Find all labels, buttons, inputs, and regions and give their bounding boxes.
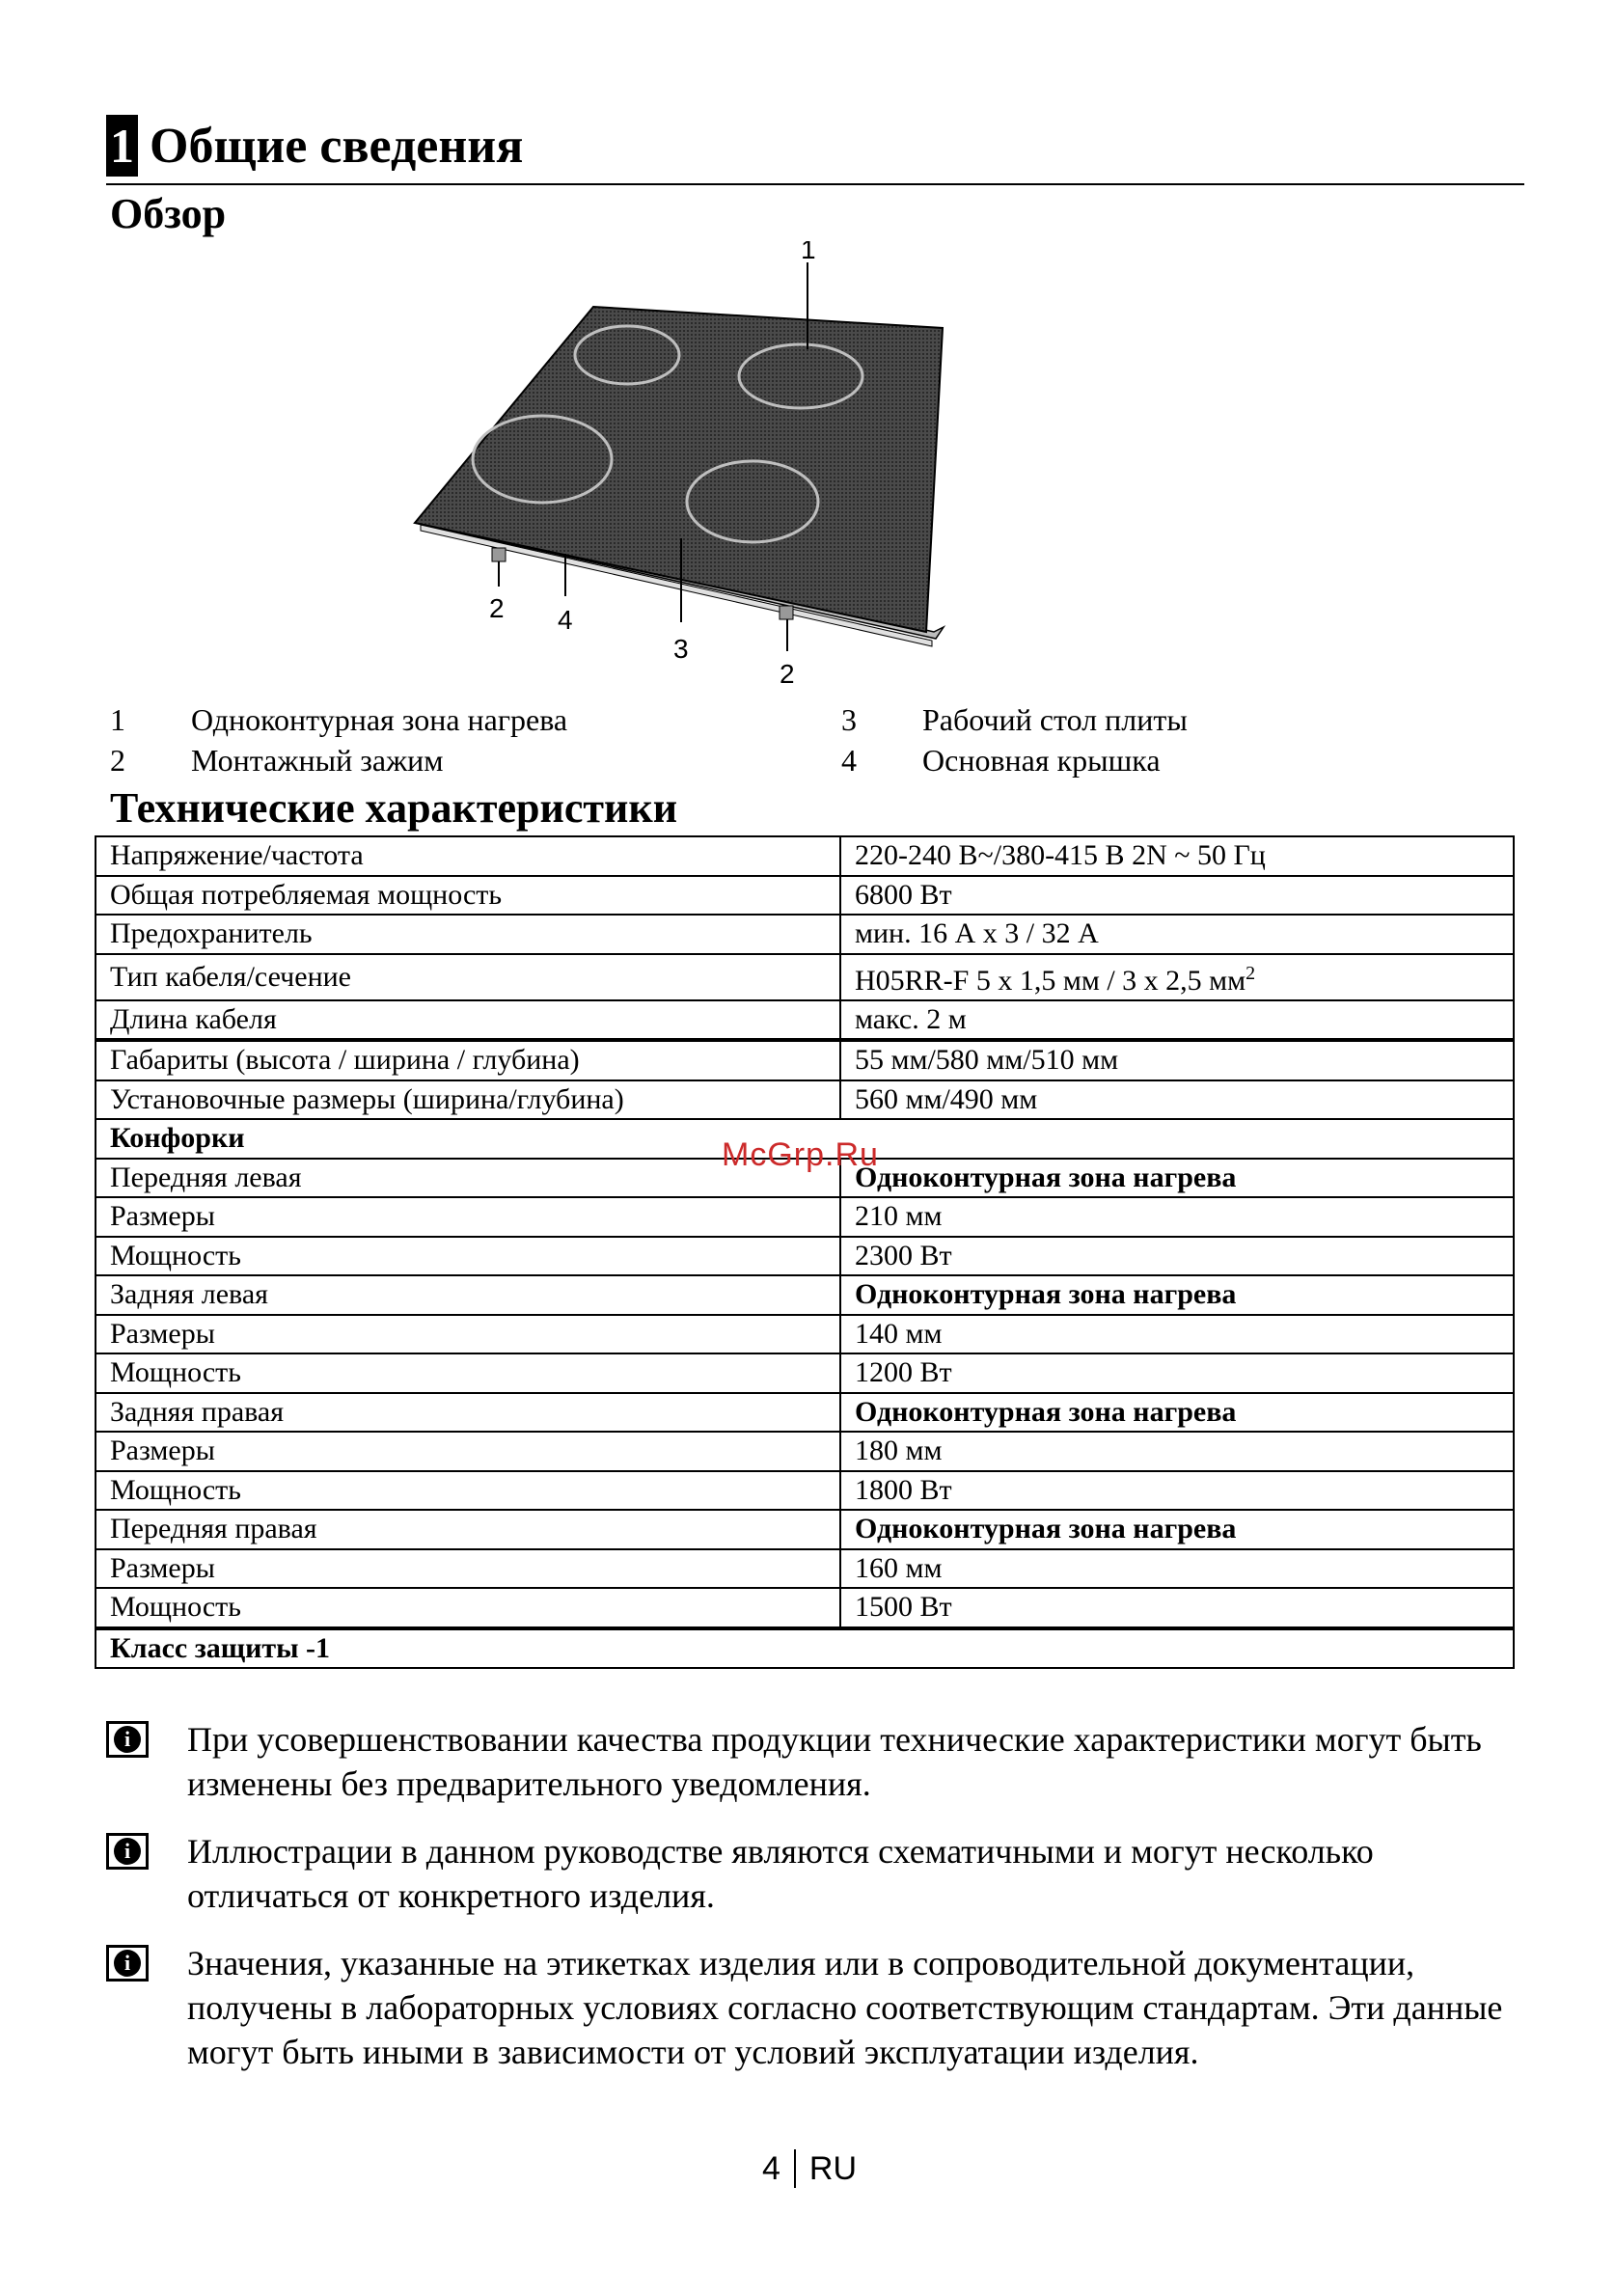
table-row xyxy=(96,1510,1514,1549)
spec-label: Задняя левая xyxy=(96,1275,840,1315)
spec-label: Длина кабеля xyxy=(96,1000,840,1041)
chapter-header xyxy=(106,114,523,178)
table-row xyxy=(96,876,1514,916)
table-row xyxy=(96,915,1514,954)
spec-label: Задняя правая xyxy=(96,1393,840,1433)
table-row xyxy=(96,1080,1514,1120)
cable-value-superscript: 2 xyxy=(1245,962,1256,984)
watermark: McGrp.Ru xyxy=(722,1136,879,1173)
spec-label: Общая потребляемая мощность xyxy=(96,876,840,916)
info-note xyxy=(106,1941,1515,2074)
spec-label: Мощность xyxy=(96,1353,840,1393)
legend-text: Рабочий стол плиты xyxy=(922,702,1188,737)
chapter-number: 1 xyxy=(106,115,138,177)
legend-number: 4 xyxy=(841,743,857,778)
table-row xyxy=(96,1588,1514,1628)
table-row xyxy=(96,1549,1514,1589)
page-footer xyxy=(762,2149,857,2188)
overview-heading: Обзор xyxy=(110,190,227,237)
table-row xyxy=(96,1000,1514,1041)
info-icon: i xyxy=(106,1721,149,1758)
page-number: 4 xyxy=(762,2149,780,2187)
spec-value: 2300 Вт xyxy=(840,1237,1514,1276)
info-note xyxy=(106,1717,1515,1806)
info-icon: i xyxy=(106,1833,149,1870)
note-text: При усовершенствовании качества продукции технические характеристики могут быть изменены без предварительного уведомления. xyxy=(187,1720,1482,1803)
spec-label: Размеры xyxy=(96,1549,840,1589)
footer-separator xyxy=(794,2149,796,2188)
specs-heading: Технические характеристики xyxy=(110,784,678,832)
spec-label: Передняя правая xyxy=(96,1510,840,1549)
info-icon: i xyxy=(106,1945,149,1982)
legend-text: Одноконтурная зона нагрева xyxy=(191,702,568,737)
spec-label: Размеры xyxy=(96,1315,840,1354)
cable-value-text: H05RR-F 5 x 1,5 мм / 3 x 2,5 мм xyxy=(855,964,1246,997)
header-rule xyxy=(106,183,1524,185)
spec-value: макс. 2 м xyxy=(840,1000,1514,1041)
chapter-title: Общие сведения xyxy=(150,118,524,174)
table-row xyxy=(96,836,1514,876)
info-note xyxy=(106,1829,1515,1918)
spec-value: 6800 Вт xyxy=(840,876,1514,916)
spec-label: Габариты (высота / ширина / глубина) xyxy=(96,1040,840,1080)
table-row xyxy=(96,1197,1514,1237)
spec-label: Предохранитель xyxy=(96,915,840,954)
legend-item xyxy=(110,702,567,738)
legend-item xyxy=(841,743,1161,779)
spec-value: Одноконтурная зона нагрева xyxy=(840,1510,1514,1549)
table-row xyxy=(96,1040,1514,1080)
cooktop-illustration xyxy=(386,241,965,695)
callout-1: 1 xyxy=(801,241,816,264)
note-text: Иллюстрации в данном руководстве являются схематичными и могут несколько отличаться от конкретного изделия. xyxy=(187,1832,1374,1915)
legend-number: 2 xyxy=(110,743,125,778)
table-row xyxy=(96,1237,1514,1276)
spec-label: Мощность xyxy=(96,1588,840,1628)
legend-text: Основная крышка xyxy=(922,743,1161,778)
spec-value: мин. 16 А х 3 / 32 А xyxy=(840,915,1514,954)
table-row xyxy=(96,1393,1514,1433)
spec-value: 180 мм xyxy=(840,1432,1514,1471)
spec-label: Размеры xyxy=(96,1197,840,1237)
legend-text: Монтажный зажим xyxy=(191,743,444,778)
table-row-section xyxy=(96,1628,1514,1669)
spec-label: Мощность xyxy=(96,1471,840,1511)
table-row xyxy=(96,1315,1514,1354)
legend-number: 3 xyxy=(841,702,857,737)
spec-value: 1200 Вт xyxy=(840,1353,1514,1393)
table-row xyxy=(96,954,1514,1000)
mounting-clamp-right xyxy=(780,606,793,619)
callout-2-right: 2 xyxy=(780,659,795,689)
spec-value: 160 мм xyxy=(840,1549,1514,1589)
legend-item xyxy=(110,743,444,779)
callout-4: 4 xyxy=(558,605,573,635)
spec-value: 220-240 В~/380-415 В 2N ~ 50 Гц xyxy=(840,836,1514,876)
spec-value: 210 мм xyxy=(840,1197,1514,1237)
legend-number: 1 xyxy=(110,702,125,737)
table-row xyxy=(96,1275,1514,1315)
spec-value: 1500 Вт xyxy=(840,1588,1514,1628)
section-label-burners: Конфорки xyxy=(96,1119,1514,1159)
spec-label: Тип кабеля/сечение xyxy=(96,954,840,1000)
table-row xyxy=(96,1353,1514,1393)
spec-value: 1800 Вт xyxy=(840,1471,1514,1511)
table-row xyxy=(96,1471,1514,1511)
spec-label: Передняя левая xyxy=(96,1159,840,1198)
language-code: RU xyxy=(808,2149,858,2187)
spec-label: Размеры xyxy=(96,1432,840,1471)
spec-value: 140 мм xyxy=(840,1315,1514,1354)
spec-value: 560 мм/490 мм xyxy=(840,1080,1514,1120)
spec-value: Одноконтурная зона нагрева xyxy=(840,1275,1514,1315)
specs-table xyxy=(95,835,1515,1669)
spec-value: Одноконтурная зона нагрева xyxy=(840,1159,1514,1198)
figure-legend xyxy=(110,702,1268,789)
callout-2-left: 2 xyxy=(489,593,505,623)
spec-label: Мощность xyxy=(96,1237,840,1276)
callout-3: 3 xyxy=(673,634,689,664)
section-label-protection-class: Класс защиты -1 xyxy=(96,1628,1514,1669)
mounting-clamp-left xyxy=(492,548,506,561)
note-text: Значения, указанные на этикетках изделия или в сопроводительной документации, получены в лабораторных условиях согласно соответствующим стандартам. Эти данные могут быть иными в зависимости от условий эксплуатации изделия. xyxy=(187,1944,1503,2071)
spec-value: Одноконтурная зона нагрева xyxy=(840,1393,1514,1433)
spec-value xyxy=(840,954,1514,1000)
table-row xyxy=(96,1432,1514,1471)
legend-item xyxy=(841,702,1188,738)
spec-value: 55 мм/580 мм/510 мм xyxy=(840,1040,1514,1080)
spec-label: Напряжение/частота xyxy=(96,836,840,876)
spec-label: Установочные размеры (ширина/глубина) xyxy=(96,1080,840,1120)
